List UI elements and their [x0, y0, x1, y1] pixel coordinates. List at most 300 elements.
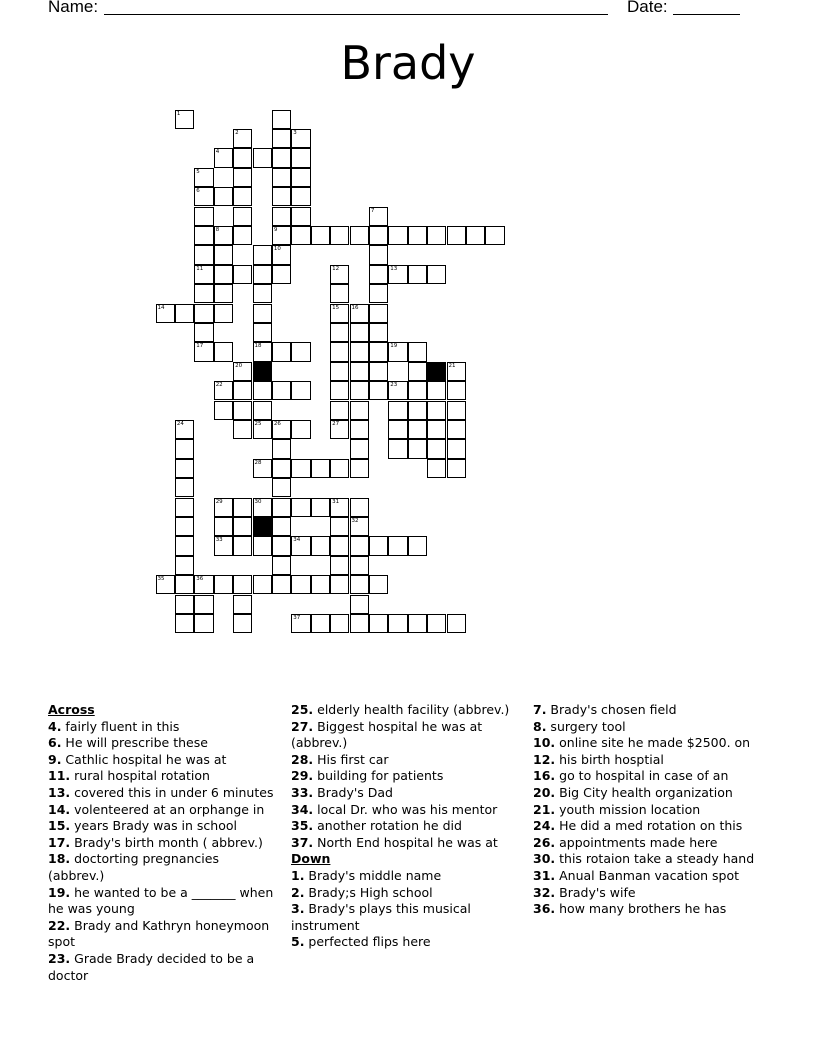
clue-number: 8 — [215, 226, 220, 233]
crossword-cell[interactable] — [175, 595, 194, 614]
clue-number: 9 — [273, 226, 278, 233]
crossword-cell[interactable] — [214, 245, 233, 264]
crossword-cell[interactable] — [350, 401, 369, 420]
clue-item-number: 8. — [533, 718, 547, 734]
clue-item-text: Brady's chosen field — [546, 702, 677, 717]
clue-item — [291, 835, 521, 852]
crossword-cell[interactable] — [194, 342, 213, 361]
crossword-cell[interactable] — [253, 420, 272, 439]
crossword-cell[interactable] — [253, 265, 272, 284]
clue-item — [533, 719, 763, 736]
crossword-cell[interactable] — [253, 575, 272, 594]
crossword-cell[interactable] — [194, 304, 213, 323]
crossword-cell[interactable] — [447, 459, 466, 478]
crossword-cell[interactable] — [311, 575, 330, 594]
clue-number: 30 — [254, 498, 262, 505]
clue-item-text: this rotaion take a steady hand — [555, 851, 755, 867]
crossword-cell[interactable] — [330, 265, 349, 284]
clue-item-number: 29. — [291, 768, 314, 784]
across-clue-list-cont — [291, 702, 521, 851]
crossword-cell[interactable] — [214, 304, 233, 323]
crossword-cell[interactable] — [350, 304, 369, 323]
crossword-cell[interactable] — [291, 498, 310, 517]
clue-item-text: local Dr. who was his mentor — [313, 801, 498, 817]
clue-item-text: Anual Banman vacation spot — [555, 867, 740, 883]
crossword-cell[interactable] — [175, 575, 194, 594]
crossword-cell[interactable] — [350, 575, 369, 594]
clue-number: 16 — [351, 304, 359, 311]
crossword-cell[interactable] — [330, 304, 349, 323]
crossword-cell[interactable] — [214, 342, 233, 361]
clue-item — [291, 885, 521, 902]
clue-item — [533, 851, 763, 868]
crossword-cell[interactable] — [330, 323, 349, 342]
clue-item-text: Brady's middle name — [304, 867, 442, 883]
crossword-cell[interactable] — [214, 498, 233, 517]
crossword-cell[interactable] — [291, 459, 310, 478]
crossword-cell[interactable] — [291, 420, 310, 439]
crossword-cell[interactable] — [330, 284, 349, 303]
crossword-cell[interactable] — [272, 207, 291, 226]
crossword-cell[interactable] — [447, 381, 466, 400]
crossword-cell[interactable] — [408, 362, 427, 381]
crossword-cell[interactable] — [233, 517, 252, 536]
crossword-cell[interactable] — [291, 207, 310, 226]
crossword-cell[interactable] — [388, 226, 407, 245]
clue-item-text: Big City health organization — [555, 784, 733, 800]
clue-number: 20 — [235, 362, 243, 369]
crossword-cell[interactable] — [194, 168, 213, 187]
crossword-cell[interactable] — [233, 381, 252, 400]
crossword-cell[interactable] — [233, 362, 252, 381]
crossword-cell[interactable] — [272, 110, 291, 129]
clue-item — [291, 785, 521, 802]
clue-item — [291, 719, 521, 752]
clue-item — [533, 835, 763, 852]
crossword-cell[interactable] — [253, 323, 272, 342]
clue-item-text: how many brothers he has — [555, 901, 727, 917]
crossword-cell[interactable] — [194, 187, 213, 206]
crossword-cell[interactable] — [350, 439, 369, 458]
crossword-cell[interactable] — [330, 614, 349, 633]
crossword-cell[interactable] — [214, 265, 233, 284]
crossword-cell[interactable] — [330, 226, 349, 245]
clue-item — [48, 735, 278, 752]
crossword-cell[interactable] — [194, 245, 213, 264]
crossword-cell[interactable] — [175, 439, 194, 458]
clue-item-number: 31. — [533, 867, 556, 883]
clue-number: 35 — [157, 576, 165, 583]
crossword-cell[interactable] — [388, 420, 407, 439]
clue-item-text: Brady and Kathryn honeymoon spot — [48, 917, 270, 950]
crossword-cell[interactable] — [291, 381, 310, 400]
crossword-cell[interactable] — [233, 498, 252, 517]
crossword-cell[interactable] — [369, 207, 388, 226]
crossword-cell[interactable] — [350, 614, 369, 633]
crossword-cell[interactable] — [291, 226, 310, 245]
crossword-cell[interactable] — [272, 129, 291, 148]
clue-item-number: 5. — [291, 934, 305, 950]
crossword-cell[interactable] — [272, 575, 291, 594]
crossword-cell[interactable] — [253, 148, 272, 167]
crossword-cell[interactable] — [272, 148, 291, 167]
clue-item-text: Brady's birth month ( abbrev.) — [70, 834, 263, 850]
clue-item-number: 30. — [533, 851, 556, 867]
clue-item — [48, 951, 278, 984]
clue-item-number: 11. — [48, 768, 71, 784]
crossword-cell[interactable] — [233, 536, 252, 555]
crossword-cell[interactable] — [214, 381, 233, 400]
clue-item — [291, 768, 521, 785]
crossword-cell[interactable] — [369, 245, 388, 264]
crossword-cell[interactable] — [369, 381, 388, 400]
crossword-cell[interactable] — [272, 536, 291, 555]
clue-item-number: 32. — [533, 884, 556, 900]
crossword-cell[interactable] — [330, 498, 349, 517]
clue-item-number: 36. — [533, 901, 556, 917]
clue-item — [533, 818, 763, 835]
crossword-cell[interactable] — [272, 245, 291, 264]
crossword-cell[interactable] — [369, 536, 388, 555]
clue-item-text: He will prescribe these — [61, 735, 208, 751]
down-clue-list-cont — [533, 702, 763, 918]
clue-item-number: 15. — [48, 818, 71, 834]
clue-number: 32 — [351, 517, 359, 524]
clue-item-number: 3. — [291, 901, 305, 917]
crossword-cell[interactable] — [350, 226, 369, 245]
clue-item — [533, 868, 763, 885]
clue-item-number: 4. — [48, 718, 62, 734]
crossword-cell[interactable] — [466, 226, 485, 245]
crossword-cell[interactable] — [350, 459, 369, 478]
crossword-cell[interactable] — [291, 129, 310, 148]
crossword-cell[interactable] — [311, 536, 330, 555]
clue-number: 5 — [196, 168, 200, 175]
crossword-cell[interactable] — [408, 342, 427, 361]
crossword-cell[interactable] — [214, 148, 233, 167]
crossword-cell[interactable] — [350, 342, 369, 361]
crossword-cell[interactable] — [447, 420, 466, 439]
crossword-cell[interactable] — [194, 265, 213, 284]
crossword-cell[interactable] — [194, 323, 213, 342]
clue-item-text: Cathlic hospital he was at — [61, 751, 227, 767]
clue-item-number: 35. — [291, 818, 314, 834]
crossword-cell[interactable] — [408, 401, 427, 420]
crossword-cell[interactable] — [291, 536, 310, 555]
clue-number: 15 — [332, 304, 340, 311]
crossword-cell[interactable] — [330, 362, 349, 381]
clue-number: 23 — [390, 382, 398, 389]
crossword-cell[interactable] — [233, 595, 252, 614]
crossword-cell[interactable] — [214, 517, 233, 536]
clue-item — [48, 918, 278, 951]
clue-item — [533, 785, 763, 802]
crossword-cell[interactable] — [272, 342, 291, 361]
clue-item-number: 9. — [48, 751, 62, 767]
crossword-cell[interactable] — [388, 536, 407, 555]
crossword-cell[interactable] — [272, 187, 291, 206]
blocked-cell — [253, 517, 272, 536]
crossword-cell[interactable] — [272, 420, 291, 439]
crossword-cell[interactable] — [350, 517, 369, 536]
crossword-cell[interactable] — [194, 226, 213, 245]
crossword-cell[interactable] — [156, 304, 175, 323]
crossword-cell[interactable] — [311, 614, 330, 633]
crossword-cell[interactable] — [388, 401, 407, 420]
crossword-cell[interactable] — [427, 381, 446, 400]
clue-item — [48, 768, 278, 785]
crossword-cell[interactable] — [175, 304, 194, 323]
crossword-cell[interactable] — [369, 575, 388, 594]
clue-item-number: 7. — [533, 702, 547, 717]
crossword-cell[interactable] — [427, 226, 446, 245]
crossword-cell[interactable] — [272, 226, 291, 245]
crossword-cell[interactable] — [408, 381, 427, 400]
crossword-cell[interactable] — [291, 148, 310, 167]
crossword-cell[interactable] — [369, 284, 388, 303]
crossword-cell[interactable] — [272, 459, 291, 478]
crossword-cell[interactable] — [291, 614, 310, 633]
crossword-cell[interactable] — [253, 401, 272, 420]
crossword-cell[interactable] — [427, 439, 446, 458]
crossword-cell[interactable] — [291, 168, 310, 187]
crossword-cell[interactable] — [175, 517, 194, 536]
clue-item-text: rural hospital rotation — [70, 768, 210, 784]
crossword-cell[interactable] — [311, 226, 330, 245]
crossword-cell[interactable] — [156, 575, 175, 594]
crossword-cell[interactable] — [388, 381, 407, 400]
crossword-cell[interactable] — [369, 342, 388, 361]
crossword-cell[interactable] — [253, 284, 272, 303]
down-clue-list — [291, 868, 521, 951]
clue-number: 24 — [176, 420, 184, 427]
clue-number: 25 — [254, 420, 262, 427]
crossword-cell[interactable] — [272, 517, 291, 536]
clue-item-number: 22. — [48, 917, 71, 933]
crossword-cell[interactable] — [350, 536, 369, 555]
crossword-cell[interactable] — [427, 420, 446, 439]
crossword-cell[interactable] — [330, 536, 349, 555]
crossword-cell[interactable] — [194, 207, 213, 226]
clue-number: 33 — [215, 537, 223, 544]
clue-number: 13 — [390, 265, 398, 272]
crossword-cell[interactable] — [447, 226, 466, 245]
crossword-cell[interactable] — [291, 187, 310, 206]
crossword-cell[interactable] — [369, 226, 388, 245]
clue-item-text: Brady's wife — [555, 884, 636, 900]
crossword-cell[interactable] — [175, 110, 194, 129]
crossword-cell[interactable] — [272, 265, 291, 284]
clue-item — [533, 702, 763, 719]
crossword-cell[interactable] — [408, 536, 427, 555]
clue-item-number: 17. — [48, 834, 71, 850]
clue-item — [48, 752, 278, 769]
crossword-cell[interactable] — [408, 265, 427, 284]
clue-number: 31 — [332, 498, 340, 505]
crossword-cell[interactable] — [427, 401, 446, 420]
crossword-cell[interactable] — [194, 284, 213, 303]
crossword-cell[interactable] — [253, 498, 272, 517]
crossword-cell[interactable] — [272, 168, 291, 187]
clue-item-text: covered this in under 6 minutes — [70, 784, 274, 800]
crossword-cell[interactable] — [408, 420, 427, 439]
crossword-cell[interactable] — [350, 498, 369, 517]
clue-item — [48, 835, 278, 852]
crossword-cell[interactable] — [350, 595, 369, 614]
crossword-cell[interactable] — [233, 614, 252, 633]
crossword-cell[interactable] — [330, 575, 349, 594]
crossword-cell[interactable] — [272, 498, 291, 517]
clue-item-text: His first car — [313, 751, 389, 767]
crossword-cell[interactable] — [253, 536, 272, 555]
clue-number: 26 — [273, 420, 281, 427]
clue-item-text: youth mission location — [555, 801, 701, 817]
crossword-cell[interactable] — [369, 614, 388, 633]
clue-item-number: 21. — [533, 801, 556, 817]
clue-number: 3 — [293, 129, 297, 136]
crossword-cell[interactable] — [350, 323, 369, 342]
crossword-cell[interactable] — [233, 187, 252, 206]
crossword-cell[interactable] — [253, 304, 272, 323]
clue-item — [533, 885, 763, 902]
crossword-cell[interactable] — [291, 575, 310, 594]
crossword-cell[interactable] — [350, 420, 369, 439]
crossword-cell[interactable] — [175, 536, 194, 555]
crossword-cell[interactable] — [388, 342, 407, 361]
crossword-cell[interactable] — [369, 304, 388, 323]
clue-number: 19 — [390, 343, 398, 350]
crossword-cell[interactable] — [330, 401, 349, 420]
clue-item-number: 6. — [48, 735, 62, 751]
crossword-cell[interactable] — [233, 226, 252, 245]
clue-number: 21 — [448, 362, 456, 369]
crossword-cell[interactable] — [175, 459, 194, 478]
crossword-cell[interactable] — [272, 478, 291, 497]
crossword-cell[interactable] — [214, 575, 233, 594]
crossword-cell[interactable] — [408, 226, 427, 245]
clue-number: 18 — [254, 343, 262, 350]
clue-item-number: 13. — [48, 784, 71, 800]
crossword-cell[interactable] — [447, 439, 466, 458]
clue-item-text: surgery tool — [546, 718, 626, 734]
clue-item-number: 18. — [48, 851, 71, 867]
crossword-cell[interactable] — [253, 381, 272, 400]
clue-item — [48, 885, 278, 918]
crossword-cell[interactable] — [427, 614, 446, 633]
clue-item-text: Brady;s High school — [304, 884, 433, 900]
crossword-cell[interactable] — [311, 459, 330, 478]
crossword-cell[interactable] — [408, 614, 427, 633]
clue-item-number: 24. — [533, 818, 556, 834]
crossword-cell[interactable] — [330, 420, 349, 439]
crossword-cell[interactable] — [233, 207, 252, 226]
crossword-cell[interactable] — [447, 614, 466, 633]
crossword-cell[interactable] — [388, 439, 407, 458]
crossword-cell[interactable] — [175, 556, 194, 575]
crossword-cell[interactable] — [214, 187, 233, 206]
crossword-cell[interactable] — [194, 575, 213, 594]
crossword-cell[interactable] — [175, 420, 194, 439]
clue-number: 27 — [332, 420, 340, 427]
crossword-cell[interactable] — [233, 575, 252, 594]
crossword-cell[interactable] — [253, 342, 272, 361]
crossword-cell[interactable] — [272, 556, 291, 575]
crossword-cell[interactable] — [194, 614, 213, 633]
clue-item — [291, 702, 521, 719]
clue-item-number: 14. — [48, 801, 71, 817]
crossword-cell[interactable] — [330, 459, 349, 478]
crossword-cell[interactable] — [175, 478, 194, 497]
crossword-cell[interactable] — [214, 226, 233, 245]
crossword-cell[interactable] — [330, 342, 349, 361]
clue-item-text: another rotation he did — [313, 818, 462, 834]
crossword-cell[interactable] — [427, 265, 446, 284]
crossword-cell[interactable] — [350, 381, 369, 400]
clue-item-text: building for patients — [313, 768, 444, 784]
crossword-cell[interactable] — [194, 595, 213, 614]
crossword-cell[interactable] — [233, 168, 252, 187]
clue-item-text: appointments made here — [555, 834, 718, 850]
crossword-cell[interactable] — [330, 381, 349, 400]
crossword-cell[interactable] — [447, 362, 466, 381]
crossword-cell[interactable] — [233, 265, 252, 284]
crossword-cell[interactable] — [214, 284, 233, 303]
clue-item — [48, 719, 278, 736]
crossword-cell[interactable] — [388, 265, 407, 284]
crossword-cell[interactable] — [311, 498, 330, 517]
crossword-cell[interactable] — [233, 148, 252, 167]
crossword-cell[interactable] — [214, 536, 233, 555]
crossword-cell[interactable] — [233, 420, 252, 439]
clue-item-text: online site he made $2500. on — [555, 735, 751, 751]
clue-item — [291, 934, 521, 951]
crossword-cell[interactable] — [447, 401, 466, 420]
crossword-cell[interactable] — [233, 129, 252, 148]
clue-item-text: fairly fluent in this — [61, 718, 180, 734]
crossword-cell[interactable] — [253, 459, 272, 478]
clue-item-number: 10. — [533, 735, 556, 751]
clue-item-number: 19. — [48, 884, 71, 900]
crossword-cell[interactable] — [369, 362, 388, 381]
crossword-cell[interactable] — [175, 614, 194, 633]
clue-item-number: 23. — [48, 950, 71, 966]
clue-item — [533, 752, 763, 769]
clue-item-text: North End hospital he was at — [313, 834, 498, 850]
crossword-cell[interactable] — [272, 381, 291, 400]
crossword-cell[interactable] — [175, 498, 194, 517]
crossword-cell[interactable] — [330, 517, 349, 536]
crossword-cell[interactable] — [369, 265, 388, 284]
crossword-cell[interactable] — [388, 614, 407, 633]
crossword-cell[interactable] — [214, 401, 233, 420]
crossword-cell[interactable] — [427, 459, 446, 478]
crossword-cell[interactable] — [408, 439, 427, 458]
clues-column-3 — [533, 702, 763, 918]
crossword-cell[interactable] — [291, 342, 310, 361]
crossword-cell[interactable] — [233, 401, 252, 420]
crossword-cell[interactable] — [350, 556, 369, 575]
clue-item — [533, 901, 763, 918]
clue-item-number: 1. — [291, 867, 305, 883]
clue-item-text: elderly health facility (abbrev.) — [313, 702, 510, 717]
crossword-cell[interactable] — [253, 245, 272, 264]
crossword-cell[interactable] — [369, 323, 388, 342]
crossword-cell[interactable] — [330, 556, 349, 575]
crossword-cell[interactable] — [485, 226, 504, 245]
clue-item — [533, 802, 763, 819]
crossword-cell[interactable] — [272, 439, 291, 458]
crossword-cell[interactable] — [350, 362, 369, 381]
